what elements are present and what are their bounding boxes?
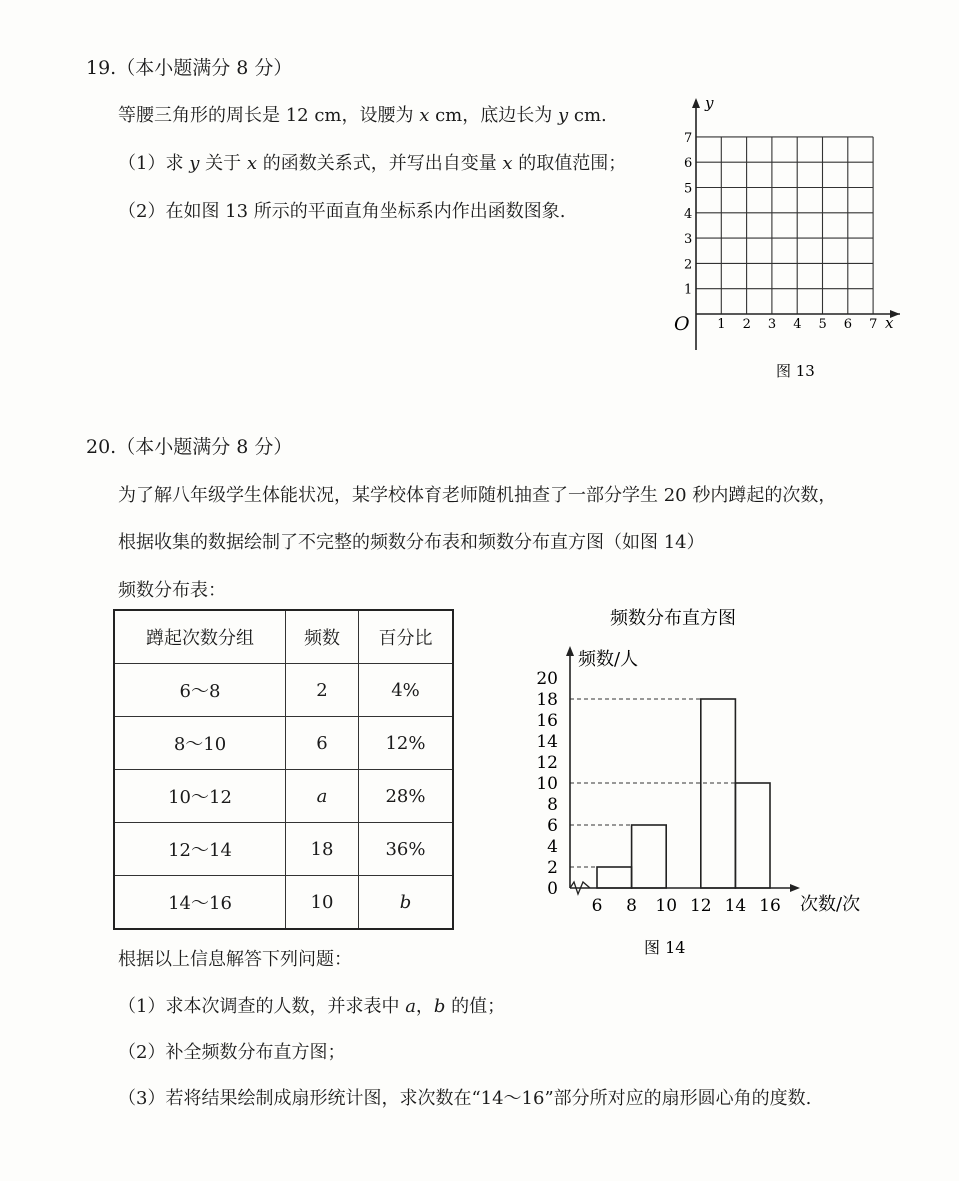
x-tick-label: 6 <box>591 896 603 916</box>
histogram-bar <box>701 699 736 888</box>
q19-part2: （2）在如图 13 所示的平面直角坐标系内作出函数图象. <box>118 201 566 222</box>
q19-stem <box>118 101 607 127</box>
table-header: 频数 <box>286 610 359 664</box>
q20-part1 <box>118 992 505 1018</box>
table-cell: 28% <box>359 770 454 823</box>
table-cell: 12～14 <box>114 823 286 876</box>
var-x: x <box>419 105 430 126</box>
histogram-bar <box>735 783 770 888</box>
x-tick-label: 12 <box>689 896 712 916</box>
x-tick-label: 5 <box>818 317 827 332</box>
q20-number: 20. <box>86 436 117 458</box>
x-tick-labels <box>717 317 877 332</box>
origin-label: O <box>674 313 690 335</box>
y-axis-label: 频数/人 <box>578 649 639 670</box>
y-tick-label: 6 <box>547 816 558 836</box>
figure-14-histogram <box>500 598 880 963</box>
x-tick-labels <box>592 896 781 916</box>
q20-points: （本小题满分 8 分） <box>116 436 293 458</box>
q19-heading <box>86 53 292 80</box>
y-tick-label: 4 <box>684 206 693 222</box>
grid-lines <box>696 137 873 314</box>
y-tick-label: 12 <box>536 753 558 773</box>
y-tick-label: 4 <box>547 837 558 857</box>
table-row <box>114 717 453 770</box>
table-row <box>114 876 453 930</box>
y-axis-arrow-icon <box>566 646 574 656</box>
table-cell: 6 <box>286 717 359 770</box>
table-row <box>114 770 453 823</box>
q20-stem-line2: 根据收集的数据绘制了不完整的频数分布表和频数分布直方图（如图 14） <box>118 532 705 553</box>
y-tick-label: 16 <box>536 711 558 731</box>
q19-stem-part: cm. <box>568 105 607 126</box>
table-header-row <box>114 610 453 664</box>
table-header: 蹲起次数分组 <box>114 610 286 664</box>
table-cell: 36% <box>359 823 454 876</box>
x-tick-label: 7 <box>869 317 878 332</box>
table-cell: 4% <box>359 664 454 717</box>
var-x: x <box>502 153 513 174</box>
x-tick-label: 3 <box>767 317 777 332</box>
q19-points: （本小题满分 8 分） <box>116 57 293 79</box>
table-cell: 8～10 <box>114 717 286 770</box>
table-cell: 14～16 <box>114 876 286 930</box>
q19-part1-text: 的取值范围； <box>512 153 627 174</box>
y-tick-label: 3 <box>684 232 693 248</box>
table-cell: 10 <box>286 876 359 930</box>
y-tick-labels <box>684 131 692 298</box>
x-tick-label: 8 <box>626 896 638 916</box>
x-tick-label: 16 <box>759 896 781 916</box>
q20-part2: （2）补全频数分布直方图； <box>118 1042 346 1063</box>
y-tick-label: 14 <box>536 732 558 752</box>
q19-part1 <box>118 149 626 175</box>
table-row <box>114 664 453 717</box>
q19-number: 19. <box>86 57 117 79</box>
y-axis-arrow-icon <box>692 98 700 108</box>
frequency-table <box>113 609 454 930</box>
y-tick-label: 20 <box>536 669 558 689</box>
y-tick-label: 2 <box>684 257 693 273</box>
x-axis-label: x <box>885 314 894 332</box>
dashed-guides <box>570 699 735 867</box>
x-axis-label: 次数/次 <box>800 894 861 915</box>
y-tick-label: 18 <box>536 690 558 710</box>
q19-stem-part: cm，底边长为 <box>429 105 558 126</box>
table-cell: 6～8 <box>114 664 286 717</box>
x-tick-label: 10 <box>655 896 678 916</box>
figure-13-grid <box>660 92 910 390</box>
var-x: x <box>246 153 257 174</box>
x-tick-label: 6 <box>843 317 853 332</box>
histogram-bars <box>597 699 770 888</box>
q20-part1-text: ， <box>415 996 434 1017</box>
q20-part1-text: （1）求本次调查的人数，并求表中 <box>118 996 406 1017</box>
var-b: b <box>433 996 446 1017</box>
table-cell: b <box>359 876 454 930</box>
q20-part3: （3）若将结果绘制成扇形统计图，求次数在“14～16”部分所对应的扇形圆心角的度数. <box>118 1088 812 1109</box>
q20-stem-line1: 为了解八年级学生体能状况，某学校体育老师随机抽查了一部分学生 20 秒内蹲起的次数， <box>118 485 837 506</box>
figure-14-caption: 图 14 <box>644 938 686 957</box>
y-tick-label: 6 <box>684 156 693 172</box>
q19-stem-part: 等腰三角形的周长是 12 cm，设腰为 <box>118 105 420 126</box>
var-a: a <box>405 996 416 1017</box>
y-tick-labels <box>536 669 558 899</box>
table-cell: 12% <box>359 717 454 770</box>
x-tick-label: 4 <box>793 317 802 332</box>
var-y: y <box>189 153 200 174</box>
y-tick-label: 2 <box>547 858 558 878</box>
table-header: 百分比 <box>359 610 454 664</box>
histogram-bar <box>597 867 632 888</box>
table-cell: 10～12 <box>114 770 286 823</box>
y-tick-label: 8 <box>547 795 558 815</box>
q19-part1-text: （1）求 <box>118 153 190 174</box>
q19-part1-text: 关于 <box>199 153 247 174</box>
x-axis-arrow-icon <box>790 884 800 892</box>
y-tick-label: 7 <box>684 130 693 146</box>
table-row <box>114 823 453 876</box>
q20-part1-text: 的值； <box>445 996 506 1017</box>
var-y: y <box>557 105 569 126</box>
table-cell: a <box>286 770 359 823</box>
y-tick-label: 5 <box>684 181 693 197</box>
y-axis-label: y <box>705 94 714 112</box>
x-tick-label: 2 <box>742 317 751 332</box>
table-title: 频数分布表： <box>118 580 226 601</box>
table-cell: 2 <box>286 664 359 717</box>
figure-13-caption: 图 13 <box>776 362 815 380</box>
histogram-bar <box>632 825 667 888</box>
q19-part1-text: 的函数关系式，并写出自变量 <box>256 153 503 174</box>
chart-title: 频数分布直方图 <box>610 608 736 629</box>
x-tick-label: 1 <box>717 317 726 332</box>
y-tick-label: 10 <box>536 774 558 794</box>
y-tick-label: 1 <box>684 282 693 298</box>
table-cell: 18 <box>286 823 359 876</box>
q20-heading <box>86 432 292 459</box>
y-tick-label: 0 <box>547 879 558 899</box>
q20-after-table: 根据以上信息解答下列问题： <box>118 949 352 970</box>
x-tick-label: 14 <box>724 896 747 916</box>
